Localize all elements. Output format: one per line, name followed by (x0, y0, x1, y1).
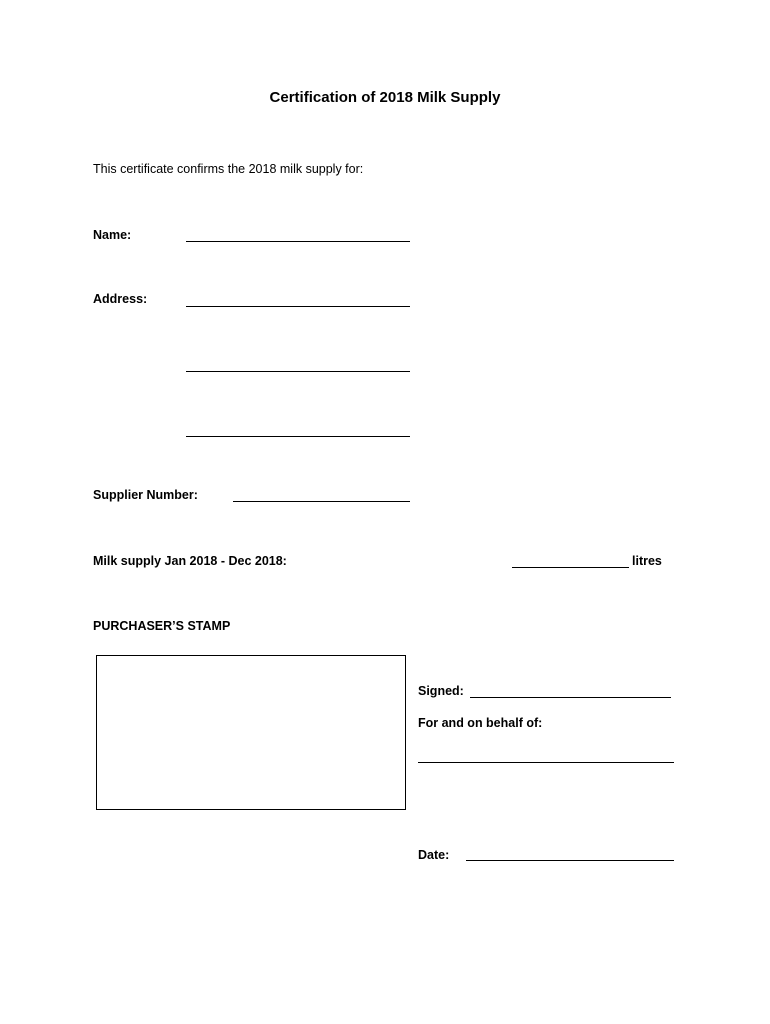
supplier-number-label: Supplier Number: (93, 488, 198, 502)
name-label: Name: (93, 228, 132, 242)
supplier-number-line[interactable] (233, 501, 410, 502)
stamp-box (96, 655, 406, 810)
address-line-2[interactable] (186, 371, 410, 372)
litres-unit: litres (632, 554, 662, 568)
intro-text: This certificate confirms the 2018 milk supply for: (93, 162, 364, 176)
litres-field-line[interactable] (512, 567, 629, 568)
address-label: Address: (93, 292, 148, 306)
behalf-line[interactable] (418, 762, 674, 763)
address-line-1[interactable] (186, 306, 410, 307)
page-title: Certification of 2018 Milk Supply (269, 89, 501, 106)
date-label: Date: (418, 848, 450, 862)
name-field-line[interactable] (186, 241, 410, 242)
milk-supply-label: Milk supply Jan 2018 - Dec 2018: (93, 554, 287, 568)
date-line[interactable] (466, 860, 674, 861)
stamp-heading: PURCHASER’S STAMP (93, 619, 231, 633)
address-line-3[interactable] (186, 436, 410, 437)
signature-line[interactable] (470, 697, 671, 698)
behalf-label: For and on behalf of: (418, 716, 543, 730)
signed-label: Signed: (418, 684, 464, 698)
